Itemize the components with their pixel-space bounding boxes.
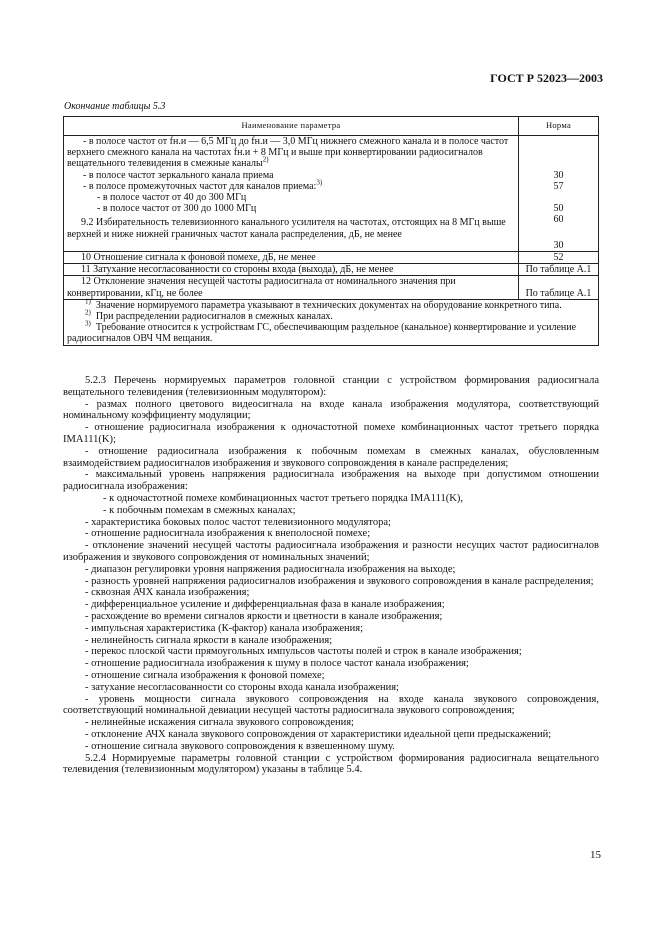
table-header-row [64,117,599,136]
norm-cell: По таблице А.1 [519,264,599,276]
paragraph: - диапазон регулировки уровня напряжения радиосигнала изображения на выходе; [85,563,456,575]
paragraph: 5.2.3 Перечень нормируемых параметров головной станции с устройством формирования радиосигнала вещательного телевидения (телевизионным модулятором): [63,375,599,398]
column-header-parameter: Наименование параметра [64,117,519,136]
paragraph: - отношение радиосигнала изображения к одночастотной помехе комбинационных частот третьего порядка IMA111(K); [63,422,599,445]
paragraph: - отношение сигнала звукового сопровождения к взвешенному шуму. [85,740,395,752]
table-note [67,297,595,311]
note-mark: 3) [85,319,91,328]
table-note [67,319,595,345]
paragraph: - отклонение значений несущей частоты радиосигнала изображения и разности несущих частот радиосигналов изображения и звукового сопровождения от номинальных значений; [63,540,599,563]
paragraph: - затухание несогласованности со стороны входа канала изображения; [85,681,399,693]
paragraph: - отношение сигнала изображения к фоновой помехе; [85,669,325,681]
paragraph: - уровень мощности сигнала звукового сопровождения на входе канала звукового сопровождения, соответствующий номинальной девиации несущей частоты радиосигнала звукового сопровождения; [63,693,599,717]
param-line: 9.2 Избирательность телевизионного канального усилителя на частотах, отстоящих на 8 МГц выше верхней и ниже нижней граничных частот канала распределения, дБ, не менее [67,217,506,240]
norm-cell [519,136,599,252]
paragraph: - отклонение АЧХ канала звукового сопровождения от характеристики идеальной цепи предыскажений; [85,728,552,740]
note-text: При распределении радиосигналов в смежных каналах. [95,311,333,322]
paragraph: 5.2.4 Нормируемые параметры головной станции с устройством формирования радиосигнала вещательного телевидения (телевизионным модулятором) указаны в таблице 5.4. [63,752,599,776]
paragraph: - сквозная АЧХ канала изображения; [85,587,250,599]
norm-value: 50 [553,203,564,215]
paragraph: - к побочным помехам в смежных каналах; [103,504,296,516]
table-row [64,251,599,263]
table-row [64,276,599,299]
page-number: 15 [590,849,601,861]
param-line: - в полосе частот от 300 до 1000 МГц [97,203,257,215]
param-line: - в полосе частот от fн.и — 6,5 МГц до fн.и — 3,0 МГц нижнего смежного канала и в полосе частот верхнего смежного канала на частотах fн.и + 8 МГц и выше при конвертировании радиосигналов вещательного телевидения в смежные каналы$^{2)}$ [67,136,509,170]
note-text: Требование относится к устройствам ГС, обеспечивающим раздельное (канальное) конвертирование и усиление радиосигналов ОВЧ ЧМ вещания. [67,322,577,345]
norm-value: 60 [553,214,564,226]
paragraph: - нелинейность сигнала яркости в канале изображения; [85,634,333,646]
parameter-cell: 12 Отклонение значения несущей частоты радиосигнала от номинального значения при конвертировании, кГц, не более [64,276,519,299]
paragraph: - к одночастотной помехе комбинационных частот третьего порядка IMA111(K), [103,492,463,504]
table-row [64,264,599,276]
paragraph: - разность уровней напряжения радиосигналов изображения и звукового сопровождения в канале распределения; [85,575,594,587]
column-header-norm: Норма [519,117,599,136]
norm-cell: 52 [519,251,599,263]
paragraph: - отношение радиосигнала изображения к внеполосной помехе; [85,528,371,540]
paragraph: - расхождение во времени сигналов яркости и цветности в канале изображения; [85,610,443,622]
param-line: - в полосе частот зеркального канала приема [83,169,274,181]
paragraph: - отношение радиосигнала изображения к шуму в полосе частот канала изображения; [85,658,469,670]
body-text [63,375,599,776]
norm-cell: По таблице А.1 [519,276,599,299]
paragraph: - нелинейные искажения сигнала звукового сопровождения; [85,717,354,729]
note-text: Значение нормируемого параметра указывают в технических документах на оборудование конкретного типа. [95,299,562,311]
parameter-cell [64,136,519,252]
norm-value: 30 [553,239,564,251]
paragraph: - размах полного цветового видеосигнала на входе канала изображения модулятора, соответствующий номинальному коэффициенту модуляции; [63,398,599,422]
table-caption: Окончание таблицы 5.3 [64,101,166,112]
parameter-cell: 11 Затухание несогласованности со стороны входа (выхода), дБ, не менее [64,264,519,276]
norm-value: 30 [553,169,564,181]
paragraph: - отношение радиосигнала изображения к побочным помехам в смежных каналах, обусловленным взаимодействием радиосигналов изображения и звукового сопровождения в канале распределения; [63,445,599,469]
document-header: ГОСТ Р 52023—2003 [490,71,603,85]
table-note [67,308,595,322]
param-line: - в полосе промежуточных частот для каналов приема:$^{3)}$ [83,178,323,192]
paragraph: - дифференциальное усиление и дифференциальная фаза в канале изображения; [85,599,445,611]
parameter-cell: 10 Отношение сигнала к фоновой помехе, дБ, не менее [64,251,519,263]
param-line: - в полосе частот от 40 до 300 МГц [97,192,247,204]
table-row [64,136,599,252]
note-mark: 1) [85,297,91,306]
paragraph: - характеристика боковых полос частот телевизионного модулятора; [85,516,391,528]
paragraph: - импульсная характеристика (К-фактор) канала изображения; [85,622,364,634]
paragraph: - максимальный уровень напряжения радиосигнала изображения на выходе при допустимом отношении радиосигнала изображения: [63,469,599,493]
param-line-text: - в полосе частот от fн.и — 6,5 МГц до fн.и — 3,0 МГц нижнего смежного канала и в полосе частот верхнего смежного канала на частотах fн.и + 8 МГц и выше при конвертировании радиосигналов вещательного телевидения в смежные каналы [67,136,509,170]
table-notes-row [64,299,599,345]
param-line-text: - в полосе промежуточных частот для каналов приема: [83,180,317,192]
parameters-table [63,116,599,346]
note-mark: 2) [85,308,91,317]
paragraph: - перекос плоской части прямоугольных импульсов частоты полей и строк в канале изображения; [85,646,522,658]
norm-value: 57 [553,180,564,192]
table-notes [64,299,599,345]
